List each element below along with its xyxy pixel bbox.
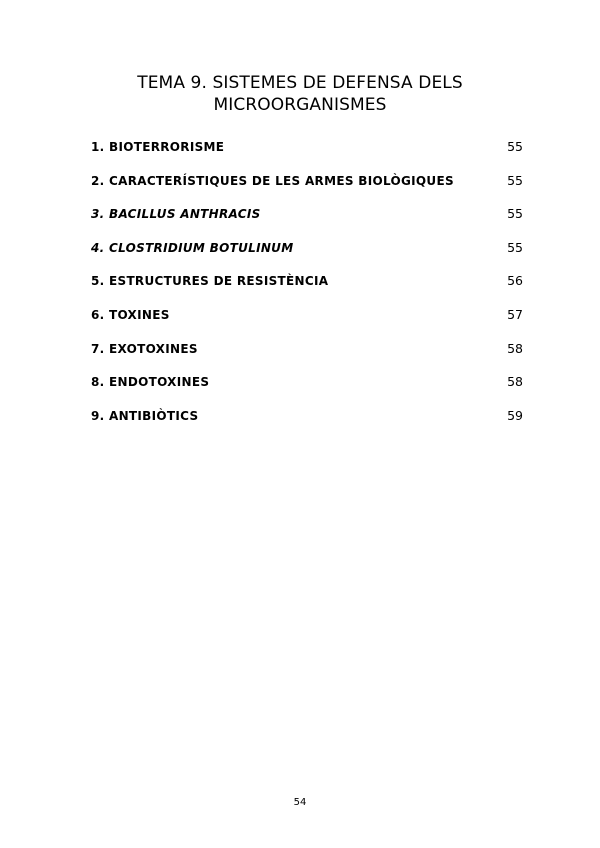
toc-entry — [91, 407, 523, 441]
toc-entry-text: ENDOTOXINES — [109, 375, 210, 390]
toc-entry-label — [91, 239, 293, 257]
toc-entry — [91, 205, 523, 239]
page-title — [60, 72, 540, 116]
title-line-1: TEMA 9. SISTEMES DE DEFENSA DELS — [137, 73, 463, 93]
toc-entry-number: 4. — [91, 240, 105, 255]
toc-entry-label — [91, 172, 454, 190]
toc-entry-text: BACILLUS ANTHRACIS — [109, 207, 261, 222]
toc-entry — [91, 239, 523, 273]
toc-entry-number: 1. — [91, 140, 105, 154]
toc-entry-page: 55 — [507, 139, 523, 154]
toc-entry-page: 58 — [507, 340, 523, 356]
toc-entry-text: CLOSTRIDIUM BOTULINUM — [109, 240, 294, 255]
toc-entry-number: 9. — [91, 408, 105, 423]
toc-entry-page: 55 — [507, 239, 523, 255]
toc-entry-label — [91, 407, 198, 425]
toc-entry-page: 58 — [507, 374, 523, 390]
toc-entry-number: 5. — [91, 274, 105, 289]
toc-entry — [91, 138, 523, 172]
toc-entry — [91, 172, 523, 206]
toc-entry-label — [91, 340, 198, 358]
toc-entry-label — [91, 205, 261, 223]
toc-entry — [91, 272, 523, 306]
toc-entry-number: 7. — [91, 341, 105, 356]
title-line-2: MICROORGANISMES — [213, 95, 387, 115]
toc-entry-number: 3. — [91, 207, 105, 222]
page-number: 54 — [293, 797, 307, 808]
table-of-contents — [91, 138, 523, 440]
toc-entry — [91, 340, 523, 374]
toc-entry-number: 8. — [91, 375, 105, 390]
toc-entry-label — [91, 306, 170, 324]
toc-entry — [91, 306, 523, 340]
toc-entry-label — [91, 272, 328, 290]
toc-entry-page: 59 — [507, 407, 523, 423]
toc-entry — [91, 373, 523, 407]
toc-entry-label — [91, 138, 224, 156]
toc-entry-page: 57 — [507, 306, 523, 322]
toc-entry-number: 2. — [91, 173, 105, 188]
toc-entry-page: 55 — [507, 172, 523, 188]
toc-entry-text: ESTRUCTURES DE RESISTÈNCIA — [109, 274, 329, 289]
toc-entry-text: CARACTERÍSTIQUES DE LES ARMES BIOLÒGIQUES — [109, 173, 454, 188]
toc-entry-page: 56 — [507, 273, 523, 289]
toc-entry-text: EXOTOXINES — [109, 341, 198, 356]
toc-entry-text: TOXINES — [109, 307, 170, 322]
toc-entry-text: BIOTERRORISME — [109, 140, 225, 154]
toc-entry-text: ANTIBIÒTICS — [109, 408, 199, 423]
toc-entry-page: 55 — [507, 206, 523, 222]
toc-entry-number: 6. — [91, 307, 105, 322]
toc-entry-label — [91, 373, 209, 391]
